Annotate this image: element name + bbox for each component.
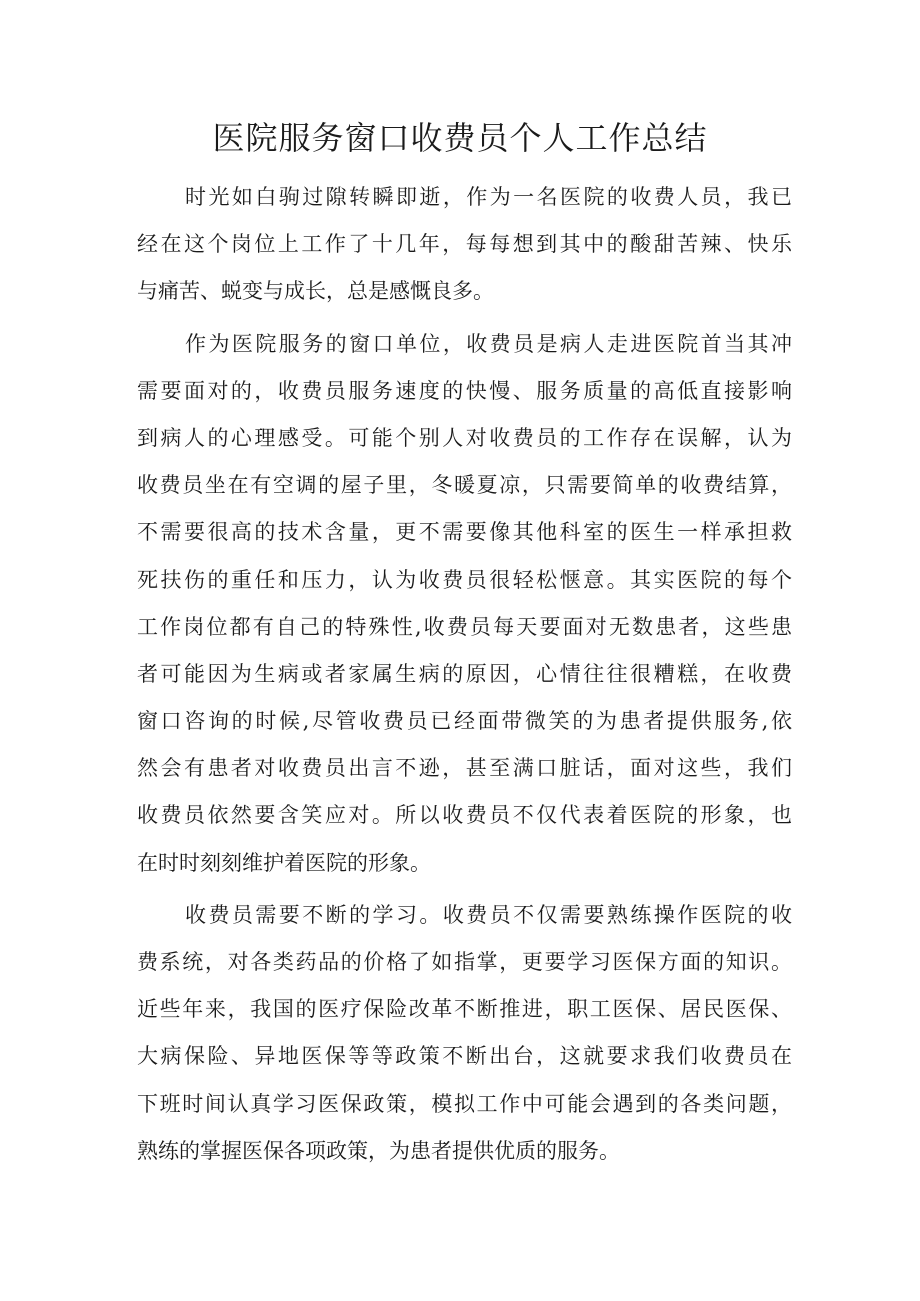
paragraph-line: 经在这个岗位上工作了十几年，每每想到其中的酸甜苦辣、快乐 [137, 232, 792, 257]
paragraph-line: 与痛苦、蜕变与成长，总是感慨良多。 [137, 279, 494, 304]
paragraph-line: 到病人的心理感受。可能个别人对收费员的工作存在误解，认为 [137, 425, 792, 450]
paragraph-3 [137, 892, 792, 1175]
paragraph-line: 收费员依然要含笑应对。所以收费员不仅代表着医院的形象，也 [137, 803, 792, 828]
paragraph-1 [137, 174, 792, 316]
paragraph-line: 不需要很高的技术含量，更不需要像其他科室的医生一样承担救 [137, 520, 792, 545]
paragraph-line: 在时时刻刻维护着医院的形象。 [137, 850, 431, 875]
paragraph-line: 收费员坐在有空调的屋子里，冬暖夏凉，只需要简单的收费结算， [137, 473, 792, 498]
paragraph-line: 者可能因为生病或者家属生病的原因，心情往往很糟糕，在收费 [137, 661, 792, 686]
paragraph-line: 大病保险、异地医保等等政策不断出台，这就要求我们收费员在 [137, 1044, 792, 1069]
paragraph-line: 工作岗位都有自己的特殊性,收费员每天要面对无数患者，这些患 [137, 614, 792, 639]
paragraph-line: 费系统，对各类药品的价格了如指掌，更要学习医保方面的知识。 [137, 950, 792, 974]
paragraph-2 [137, 321, 792, 887]
document-title: 医院服务窗口收费员个人工作总结 [212, 119, 708, 157]
paragraph-line: 收费员需要不断的学习。收费员不仅需要熟练操作医院的收 [185, 902, 792, 927]
paragraph-line: 熟练的掌握医保各项政策，为患者提供优质的服务。 [137, 1138, 620, 1163]
paragraph-line: 窗口咨询的时候,尽管收费员已经面带微笑的为患者提供服务,依 [137, 709, 792, 734]
paragraph-line: 下班时间认真学习医保政策，模拟工作中可能会遇到的各类问题， [137, 1091, 792, 1116]
paragraph-line: 然会有患者对收费员出言不逊，甚至满口脏话，面对这些，我们 [137, 756, 792, 781]
paragraph-line: 近些年来，我国的医疗保险改革不断推进，职工医保、居民医保、 [137, 997, 792, 1022]
document-body [137, 174, 792, 1180]
paragraph-line: 时光如白驹过隙转瞬即逝，作为一名医院的收费人员，我已 [185, 185, 792, 209]
paragraph-line: 死扶伤的重任和压力，认为收费员很轻松惬意。其实医院的每个 [137, 567, 792, 592]
paragraph-line: 需要面对的，收费员服务速度的快慢、服务质量的高低直接影响 [137, 378, 792, 403]
paragraph-line: 作为医院服务的窗口单位，收费员是病人走进医院首当其冲 [185, 331, 792, 356]
